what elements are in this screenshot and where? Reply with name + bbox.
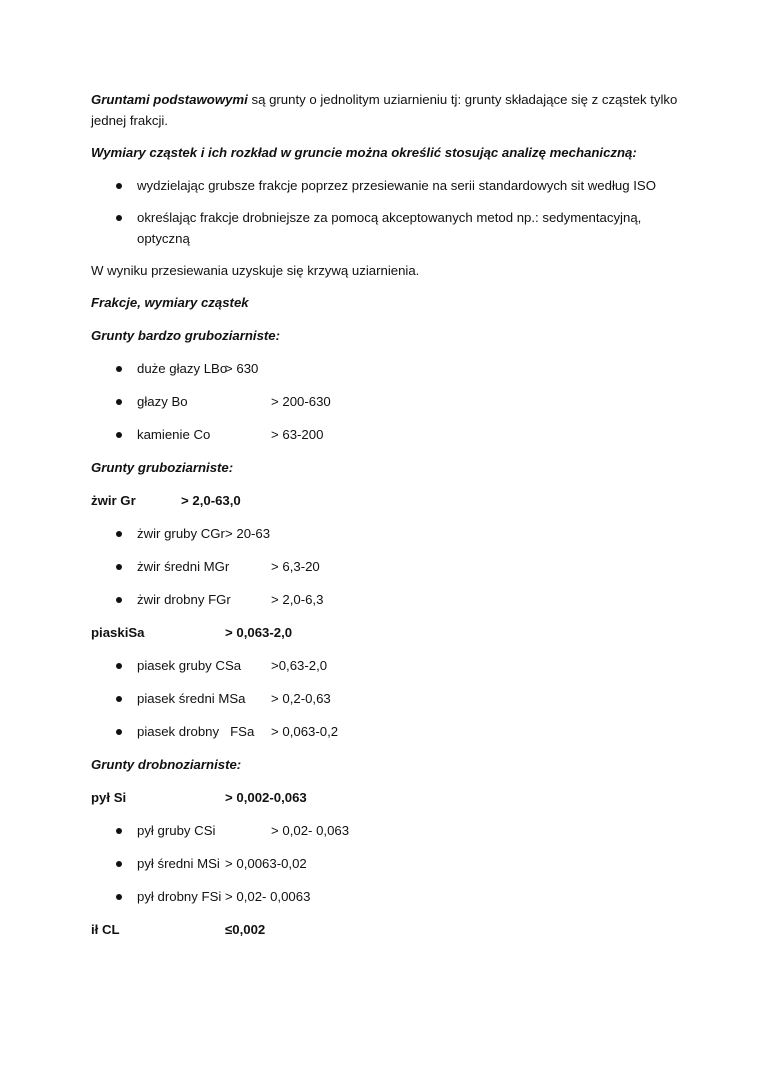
silt-item-name: pył drobny FSi bbox=[137, 889, 222, 904]
silt-item-range: > 0,0063-0,02 bbox=[225, 856, 307, 871]
sand-item-range: > 0,063-0,2 bbox=[271, 724, 339, 739]
very-coarse-item-name: kamienie Co bbox=[137, 427, 211, 442]
bullet-icon bbox=[116, 861, 122, 867]
gravel-name: żwir Gr bbox=[91, 493, 136, 508]
gravel-item-range: > 20-63 bbox=[225, 526, 271, 541]
clay-name: ił CL bbox=[91, 922, 120, 937]
bullet-icon bbox=[116, 597, 122, 603]
silt-item-range: > 0,02- 0,063 bbox=[271, 823, 350, 838]
gravel-item-name: żwir gruby CGr bbox=[137, 526, 225, 541]
silt-item-name: pył gruby CSi bbox=[137, 823, 216, 838]
very-coarse-item-range: > 200-630 bbox=[271, 394, 331, 409]
gravel-item-name: żwir drobny FGr bbox=[137, 592, 231, 607]
sand-item-name: piasek średni MSa bbox=[137, 691, 246, 706]
method-item-1: wydzielając grubsze frakcje poprzez przesiewanie na serii standardowych sit według ISO bbox=[137, 178, 656, 193]
bullet-icon bbox=[116, 729, 122, 735]
fine-heading: Grunty drobnoziarniste: bbox=[91, 757, 242, 772]
sand-item-name: piasek drobny FSa bbox=[137, 724, 255, 739]
bullet-icon bbox=[116, 399, 122, 405]
fractions-heading: Frakcje, wymiary cząstek bbox=[91, 295, 249, 310]
intro-line-1 bbox=[91, 89, 677, 110]
intro-line-1-text: są grunty o jednolitym uziarnieniu tj: grunty składające się z cząstek tylko bbox=[247, 92, 678, 107]
very-coarse-item-name: duże głazy LBo bbox=[137, 361, 228, 376]
intro-line-2: jednej frakcji. bbox=[91, 113, 168, 128]
bullet-icon bbox=[116, 828, 122, 834]
dimensions-heading: Wymiary cząstek i ich rozkład w gruncie można określić stosując analizę mechaniczną: bbox=[91, 145, 637, 160]
coarse-heading: Grunty gruboziarniste: bbox=[91, 460, 234, 475]
method-item-2-line-2: optyczną bbox=[137, 231, 190, 246]
silt-range: > 0,002-0,063 bbox=[225, 790, 307, 805]
bullet-icon bbox=[116, 663, 122, 669]
bullet-icon bbox=[116, 366, 122, 372]
bullet-icon bbox=[116, 696, 122, 702]
bullet-icon bbox=[116, 432, 122, 438]
bullet-icon bbox=[116, 894, 122, 900]
intro-term: Gruntami podstawowymi bbox=[91, 92, 248, 107]
gravel-range: > 2,0-63,0 bbox=[181, 493, 241, 508]
bullet-icon bbox=[116, 531, 122, 537]
silt-item-range: > 0,02- 0,0063 bbox=[225, 889, 311, 904]
very-coarse-item-range: > 63-200 bbox=[271, 427, 324, 442]
sand-name: piaskiSa bbox=[91, 625, 145, 640]
gravel-item-name: żwir średni MGr bbox=[137, 559, 230, 574]
sieving-note: W wyniku przesiewania uzyskuje się krzywą uziarnienia. bbox=[91, 263, 420, 278]
silt-item-name: pył średni MSi bbox=[137, 856, 220, 871]
very-coarse-heading: Grunty bardzo gruboziarniste: bbox=[91, 328, 281, 343]
sand-item-range: > 0,2-0,63 bbox=[271, 691, 331, 706]
bullet-icon bbox=[116, 215, 122, 221]
clay-range: ≤0,002 bbox=[225, 922, 266, 937]
gravel-item-range: > 6,3-20 bbox=[271, 559, 320, 574]
bullet-icon bbox=[116, 564, 122, 570]
sand-range: > 0,063-2,0 bbox=[225, 625, 293, 640]
bullet-icon bbox=[116, 183, 122, 189]
sand-item-range: >0,63-2,0 bbox=[271, 658, 328, 673]
silt-name: pył Si bbox=[91, 790, 127, 805]
very-coarse-item-name: głazy Bo bbox=[137, 394, 188, 409]
gravel-item-range: > 2,0-6,3 bbox=[271, 592, 324, 607]
method-item-2-line-1: określając frakcje drobniejsze za pomocą akceptowanych metod np.: sedymentacyjną, bbox=[137, 210, 642, 225]
very-coarse-item-range: > 630 bbox=[225, 361, 259, 376]
sand-item-name: piasek gruby CSa bbox=[137, 658, 242, 673]
